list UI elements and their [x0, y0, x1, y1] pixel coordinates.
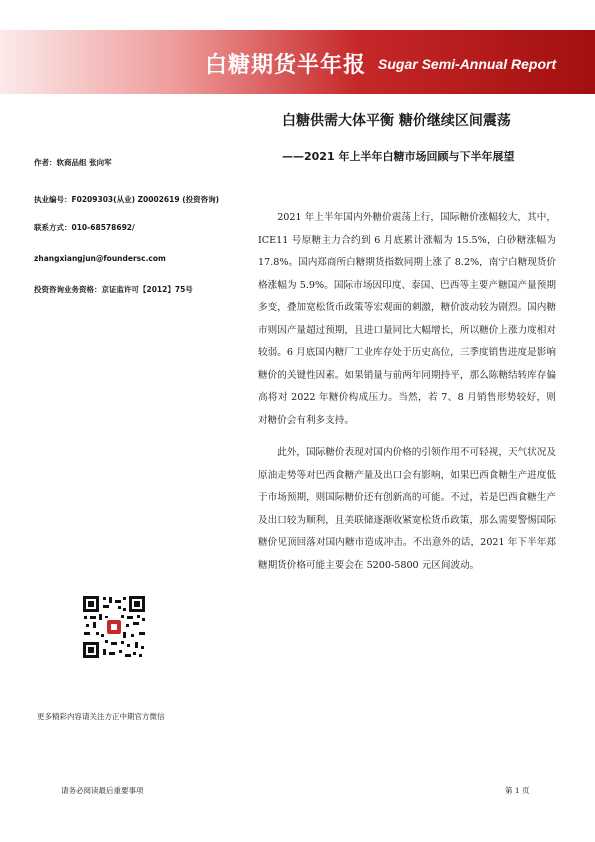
report-type-title: 白糖期货半年报 — [205, 53, 367, 78]
contact-line: 联系方式：010-68578692/ — [34, 223, 135, 232]
footer-disclaimer-note: 请务必阅读最后重要事项 — [61, 786, 144, 795]
email-link[interactable]: zhangxiangjun@foundersc.com — [34, 254, 166, 263]
qualification-line: 投资咨询业务资格：京证监许可【2012】75号 — [34, 285, 193, 294]
report-subtitle: ——2021 年上半年白糖市场回顾与下半年展望 — [282, 150, 515, 163]
author-line: 作者：软商品组 张向军 — [34, 158, 112, 167]
qr-caption: 更多精彩内容请关注方正中期官方微信 — [37, 712, 165, 721]
report-body — [258, 207, 556, 577]
license-line: 执业编号：F0209303(从业) Z0002619 (投资咨询) — [34, 195, 220, 204]
report-type-subtitle: Sugar Semi-Annual Report — [378, 56, 557, 72]
body-paragraph-2: 此外，国际糖价表现对国内价格的引领作用不可轻视，天气状况及原油走势等对巴西食糖产量及出口会有影响，如果巴西食糖生产进度低于市场预期，则国际糖价还有创新高的可能。不过，若是巴西食糖生产及出口较为顺利，且美联储逐渐收紧宽松货币政策，那么需要警惕国际糖价见顶回落对国内糖市造成冲击。不出意外的话，2021 年下半年郑糖期货价格可能主要会在 5200-5800 元区间波动。 — [258, 447, 556, 571]
page-number: 第 1 页 — [505, 786, 530, 795]
qr-code-icon — [81, 594, 147, 660]
body-paragraph-1: 2021 年上半年国内外糖价震荡上行，国际糖价涨幅较大，其中，ICE11 号原糖主力合约到 6 月底累计涨幅为 15.5%，白砂糖涨幅为 17.8%。国内郑商所白糖期货指数同期上涨了 8.2%，南宁白糖现货价格涨幅为 5.9%。国际市场因印度、泰国、巴西等主要产糖国产量预期多变，叠加宽松货币政策等宏观面的刺激，糖价波动较为剧烈。国内糖市则因产量超过预期，且进口量同比大幅增长，所以糖价上涨力度相对较弱。6 月底国内糖厂工业库存处于历史高位，三季度销售进度是影响糖价的关键性因素。如果销量与前两年同期持平，那么陈糖结转库存偏高将对 2022 年糖价构成压力。当然，若 7、8 月销售形势较好，则对糖价会有利多支持。 — [258, 212, 556, 426]
report-title: 白糖供需大体平衡 糖价继续区间震荡 — [282, 113, 511, 129]
